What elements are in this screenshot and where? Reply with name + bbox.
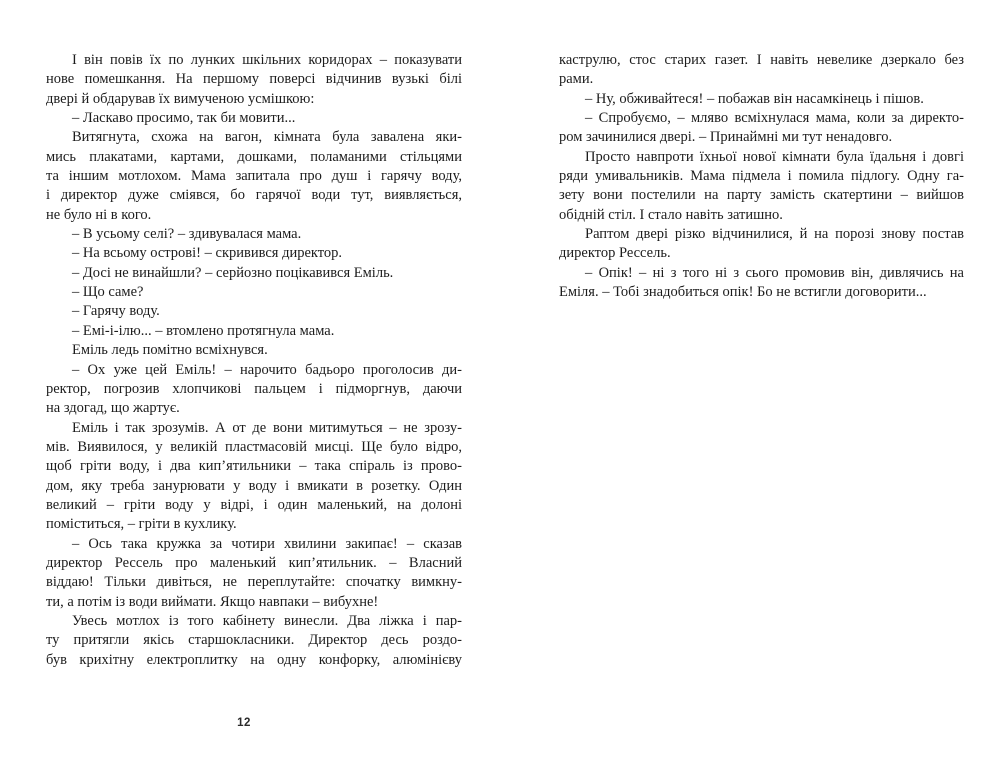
text-line: дом, яку треба занурювати у воду і вмикати в розетку. Один: [46, 477, 462, 494]
text-line: ректор, погрозив хлопчикові пальцем і підморгнув, даючи: [46, 380, 462, 397]
text-line: Увесь мотлох із того кабінету винесли. Два ліжка і пар-: [72, 612, 462, 629]
text-line: Еміля. – Тобі знадобиться опік! Бо не встигли договорити...: [559, 284, 927, 301]
left-page-text-column: [46, 51, 462, 670]
text-line: – Опік! – ні з того ні з сього промовив він, дивлячись на: [585, 264, 964, 281]
text-line: – Що саме?: [72, 284, 144, 301]
text-line: Витягнута, схожа на вагон, кімната була завалена яки-: [72, 129, 462, 146]
text-line: був крихітну електроплитку на одну конфорку, алюмінієву: [46, 651, 462, 668]
text-line: Еміль ледь помітно всміхнувся.: [72, 342, 268, 359]
text-line: – Гарячу воду.: [72, 303, 160, 320]
text-line: і директор дуже сміявся, бо гарячої води тут, виявляється,: [46, 187, 462, 204]
text-line: віддаю! Тільки дивіться, не переплутайте: спочатку вимкну-: [46, 574, 462, 591]
text-line: зету вони постелили на парту замість скатертини – вийшов: [559, 187, 964, 204]
text-line: ту притягли якісь старшокласники. Директор десь роздо-: [46, 632, 462, 649]
text-line: Раптом двері різко відчинилися, й на порозі знову постав: [585, 226, 964, 243]
page-number: 12: [237, 717, 251, 729]
text-line: Просто навпроти їхньої нової кімнати була їдальня і довгі: [585, 148, 964, 165]
text-line: – Досі не винайшли? – серйозно поцікавився Еміль.: [72, 264, 394, 281]
text-line: – Ну, обживайтеся! – побажав він насамкінець і пішов.: [585, 90, 924, 107]
text-line: – Емі-і-ілю... – втомлено протягнула мама.: [72, 322, 335, 339]
text-line: Еміль і так зрозумів. А от де вони митимуться – не зрозу-: [72, 419, 462, 436]
text-line: поміститься, – гріти в кухлику.: [46, 516, 237, 533]
text-line: – Ласкаво просимо, так би мовити...: [72, 110, 296, 127]
text-line: директор Рессель про маленький кип’ятильник. – Власний: [46, 554, 462, 571]
text-line: ти, а потім із води виймати. Якщо навпаки – вибухне!: [46, 593, 379, 610]
text-line: директор Рессель.: [559, 245, 671, 262]
text-line: рами.: [559, 71, 594, 88]
text-line: не було ні в кого.: [46, 206, 152, 223]
text-line: ряди умивальників. Мама підмела і помила підлогу. Одну га-: [559, 168, 964, 185]
text-line: І він повів їх по лунких шкільних коридорах – показувати: [72, 52, 462, 68]
right-page-text-column: [559, 51, 964, 302]
text-line: двері й обдарував їх вимученою усмішкою:: [46, 90, 315, 107]
text-line: – На всьому острові! – скривився директор.: [72, 245, 343, 262]
text-line: каструлю, стос старих газет. І навіть невелике дзеркало без: [559, 52, 964, 68]
text-line: – Ох уже цей Еміль! – нарочито бадьоро проголосив ди-: [72, 361, 462, 378]
text-line: нове помешкання. На першому поверсі відчинив вузькі білі: [46, 71, 462, 88]
text-line: – Спробуємо, – мляво всміхнулася мама, коли за директо-: [585, 110, 964, 127]
text-line: мись плакатами, картами, дошками, поламаними стільцями: [46, 148, 462, 165]
text-line: на здогад, що жартує.: [46, 400, 180, 417]
text-line: – Ось така кружка за чотири хвилини закипає! – сказав: [72, 535, 462, 552]
text-line: щоб гріти воду, і два кип’ятильники – така спіраль із прово-: [46, 458, 462, 475]
text-line: обідній стіл. І стало навіть затишно.: [559, 206, 783, 223]
text-line: ром зачинилися двері. – Принаймні ми тут ненадовго.: [559, 129, 893, 146]
text-line: – В усьому селі? – здивувалася мама.: [72, 226, 302, 243]
text-line: великий – гріти воду у відрі, і один маленький, на долоні: [46, 496, 462, 513]
text-line: та іншим мотлохом. Мама запитала про душ і гарячу воду,: [46, 168, 462, 185]
text-line: мів. Виявилося, у великій пластмасовій мисці. Ще було відро,: [46, 438, 462, 455]
